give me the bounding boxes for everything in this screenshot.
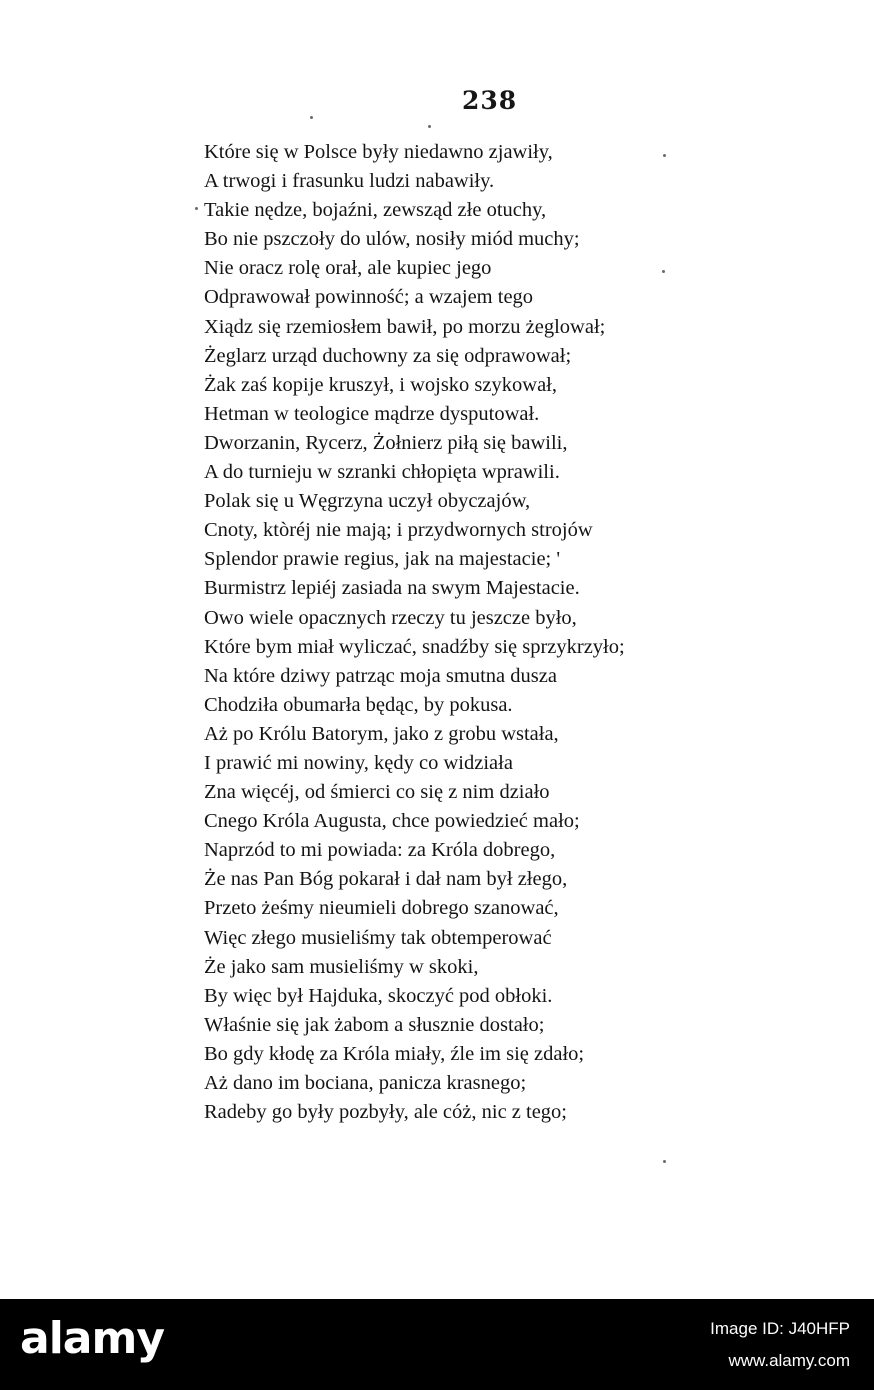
verse-line: I prawić mi nowiny, kędy co widziała (204, 751, 513, 774)
verse-line: A do turnieju w szranki chłopięta wprawili. (204, 461, 560, 484)
print-speck (662, 270, 665, 273)
verse-line: Które się w Polsce były niedawno zjawiły, (204, 141, 553, 163)
verse-line: Hetman w teologice mądrze dysputował. (204, 402, 540, 425)
print-speck (428, 125, 431, 128)
verse-line: Które bym miał wyliczać, snadźby się sprzykrzyło; (204, 635, 625, 658)
verse-line: Żak zaś kopije kruszył, i wojsko szykował, (204, 373, 557, 396)
print-speck (663, 1160, 666, 1163)
verse-line: Xiądz się rzemiosłem bawił, po morzu żeglował; (204, 315, 606, 338)
verse-line: Odprawował powinność; a wzajem tego (204, 286, 534, 309)
verse-line: Takie nędze, bojaźni, zewsząd złe otuchy, (204, 199, 547, 222)
print-speck (310, 116, 313, 119)
stock-footer-bar (0, 1299, 874, 1390)
verse-line: Że jako sam musieliśmy w skoki, (204, 955, 479, 978)
verse-line: Naprzód to mi powiada: za Króla dobrego, (204, 839, 556, 862)
verse-line: Radeby go były pozbyły, ale cóż, nic z tego; (204, 1101, 568, 1124)
verse-line: Cnego Króla Augusta, chce powiedzieć mało; (204, 810, 580, 833)
verse-line: Zna więcéj, od śmierci co się z nim działo (204, 781, 550, 804)
verse-line: Żeglarz urząd duchowny za się odprawował; (204, 344, 572, 367)
verse-line: Burmistrz lepiéj zasiada na swym Majestacie. (204, 577, 580, 600)
print-speck (663, 154, 666, 157)
verse-line: Na które dziwy patrząc moja smutna dusza (204, 664, 557, 687)
verse-line: Przeto żeśmy nieumieli dobrego szanować, (204, 897, 559, 920)
verse-line: Nie oracz rolę orał, ale kupiec jego (204, 257, 492, 280)
verse-line: Dworzanin, Rycerz, Żołnierz piłą się bawili, (204, 431, 568, 454)
image-id-label: Image ID: J40HFP (710, 1319, 850, 1338)
page-number: 238 (462, 86, 518, 115)
verse-line: Cnoty, ktòréj nie mają; i przydwornych strojów (204, 519, 593, 542)
verse-line: Bo gdy kłodę za Króla miały, źle im się zdało; (204, 1042, 585, 1065)
poem-text (204, 138, 625, 1127)
verse-line: Polak się u Węgrzyna uczył obyczajów, (204, 490, 531, 513)
verse-line: Aż po Królu Batorym, jako z grobu wstała, (204, 722, 559, 745)
verse-line: Że nas Pan Bóg pokarał i dał nam był złego, (204, 868, 568, 891)
verse-line: A trwogi i frasunku ludzi nabawiły. (204, 170, 495, 193)
verse-line: Bo nie pszczoły do ulów, nosiły miód muchy; (204, 228, 580, 251)
verse-line: Więc złego musieliśmy tak obtemperować (204, 926, 552, 949)
site-url: www.alamy.com (728, 1351, 850, 1370)
print-speck (195, 207, 198, 210)
verse-line: Splendor prawie regius, jak na majestacie; ' (204, 548, 561, 571)
alamy-logo: alamy (20, 1313, 164, 1364)
verse-line: By więc był Hajduka, skoczyć pod obłoki. (204, 984, 553, 1007)
verse-line: Aż dano im bociana, panicza krasnego; (204, 1072, 527, 1094)
verse-line: Owo wiele opacznych rzeczy tu jeszcze było, (204, 606, 577, 629)
verse-line: Chodziła obumarła będąc, by pokusa. (204, 693, 513, 716)
verse-line: Właśnie się jak żabom a słusznie dostało; (204, 1013, 545, 1036)
